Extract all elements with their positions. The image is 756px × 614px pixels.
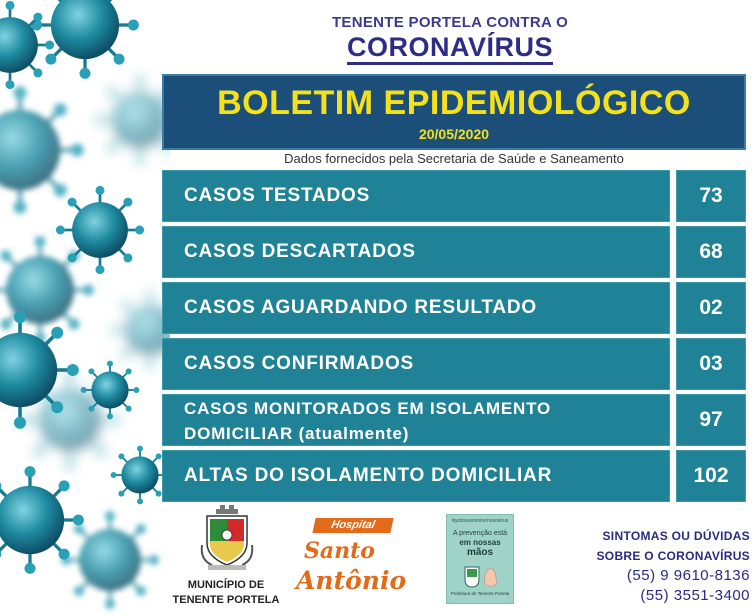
contact-info: [544, 526, 750, 606]
stat-label: CASOS TESTADOS: [162, 170, 670, 222]
header-subtitle: TENENTE PORTELA CONTRA O: [331, 14, 569, 31]
stat-label: [162, 394, 670, 446]
bulletin-banner: [162, 74, 746, 150]
stat-label: CASOS AGUARDANDO RESULTADO: [162, 282, 670, 334]
contact-title-line1: SINTOMAS OU DÚVIDAS: [602, 529, 750, 543]
data-source-note: Dados fornecidos pela Secretaria de Saúde e Saneamento: [284, 151, 624, 166]
campaign-line3: mãos: [466, 547, 494, 558]
contact-title-line2: SOBRE O CORONAVÍRUS: [596, 549, 750, 563]
contact-phone-landline: (55) 3551-3400: [640, 587, 750, 604]
campaign-line2: em nossas: [459, 538, 501, 547]
stat-value: 02: [676, 282, 746, 334]
stat-row: [162, 282, 746, 334]
hospital-name-line1: Santo: [304, 538, 375, 564]
municipality-name: [158, 578, 294, 608]
campaign-hashtag: #juntosvenceremosovirus: [451, 518, 509, 524]
stat-label: CASOS CONFIRMADOS: [162, 338, 670, 390]
stat-row: [162, 170, 746, 222]
stat-value: 03: [676, 338, 746, 390]
virus-icon: [0, 0, 170, 614]
stat-row: [162, 394, 746, 446]
bulletin-title: BOLETIM EPIDEMIOLÓGICO: [217, 84, 691, 122]
municipality-line2: TENENTE PORTELA: [172, 594, 280, 606]
header-title: [300, 32, 600, 63]
hospital-name-line2: Antônio: [296, 566, 407, 595]
municipal-crest-icon: [198, 505, 256, 571]
stat-value: 73: [676, 170, 746, 222]
campaign-card: [446, 514, 514, 604]
hands-icon: [457, 561, 503, 589]
municipality-line1: MUNICÍPIO DE: [187, 579, 265, 591]
campaign-footer: Prefeitura de Tenente Portela: [450, 591, 510, 596]
virus-decoration: [0, 0, 170, 614]
stat-row: [162, 226, 746, 278]
stat-label: CASOS DESCARTADOS: [162, 226, 670, 278]
stat-label: ALTAS DO ISOLAMENTO DOMICILIAR: [162, 450, 670, 502]
stat-row: [162, 338, 746, 390]
stat-label-line1: CASOS MONITORADOS EM ISOLAMENTO: [184, 399, 552, 418]
campaign-line1: A prevenção está: [452, 530, 508, 537]
stat-row: [162, 450, 746, 502]
stat-value: 102: [676, 450, 746, 502]
hospital-logo: [296, 518, 407, 600]
contact-phone-mobile: (55) 9 9610-8136: [626, 567, 750, 584]
stat-label-line2: DOMICILIAR (atualmente): [184, 424, 410, 443]
hospital-tag: Hospital: [312, 518, 393, 533]
stat-value: 97: [676, 394, 746, 446]
header-title-text: CORONAVÍRUS: [347, 32, 553, 65]
bulletin-date: 20/05/2020: [418, 126, 490, 142]
stat-value: 68: [676, 226, 746, 278]
